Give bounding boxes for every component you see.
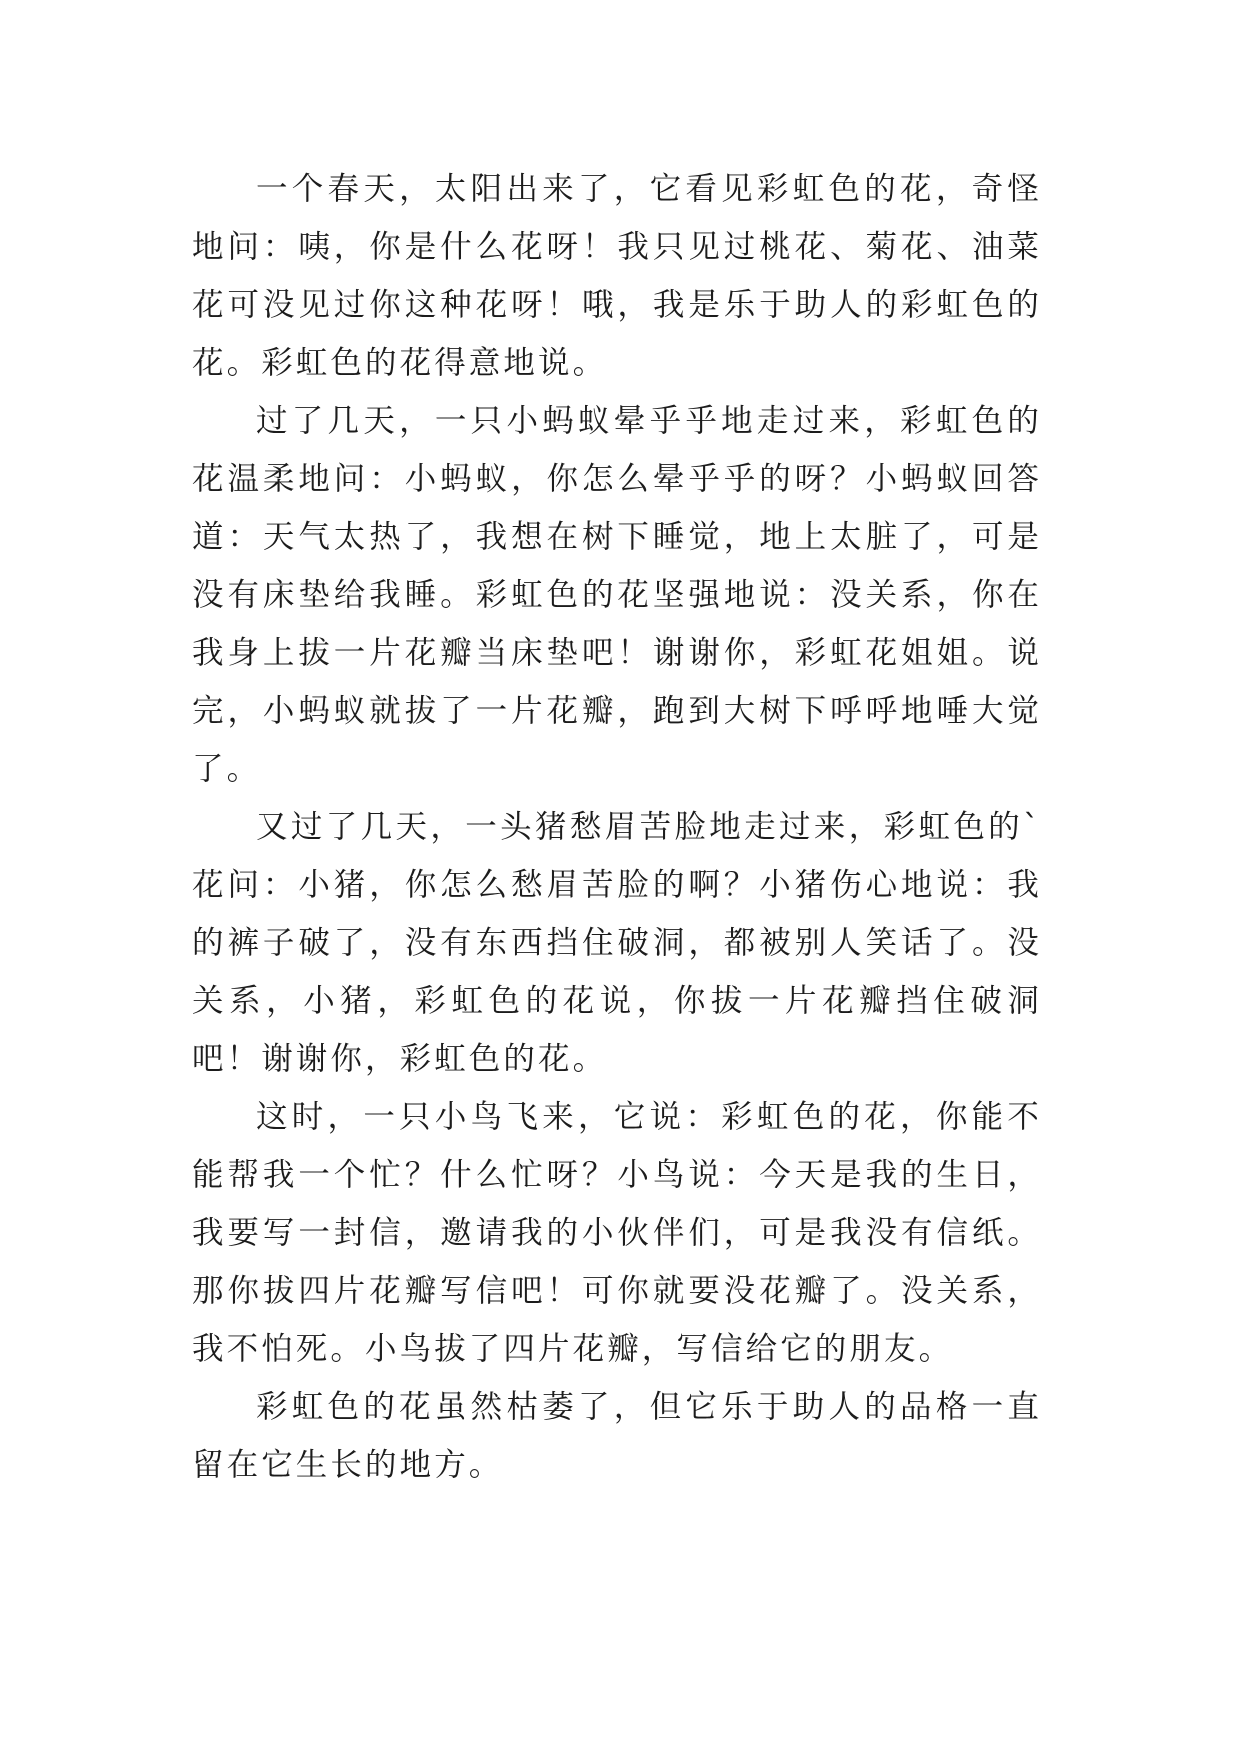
paragraph-1: 一个春天，太阳出来了，它看见彩虹色的花，奇怪地问：咦，你是什么花呀！我只见过桃花、菊花、油菜花可没见过你这种花呀！哦，我是乐于助人的彩虹色的花。彩虹色的花得意地说。 (192, 171, 1042, 381)
paragraph-5: 彩虹色的花虽然枯萎了，但它乐于助人的品格一直留在它生长的地方。 (192, 1389, 1042, 1483)
paragraph-3: 又过了几天，一头猪愁眉苦脸地走过来，彩虹色的`花问：小猪，你怎么愁眉苦脸的啊？小猪伤心地说：我的裤子破了，没有东西挡住破洞，都被别人笑话了。没关系，小猪，彩虹色的花说，你拔一片花瓣挡住破洞吧！谢谢你，彩虹色的花。 (192, 809, 1042, 1077)
paragraph-2: 过了几天，一只小蚂蚁晕乎乎地走过来，彩虹色的花温柔地问：小蚂蚁，你怎么晕乎乎的呀？小蚂蚁回答道：天气太热了，我想在树下睡觉，地上太脏了，可是没有床垫给我睡。彩虹色的花坚强地说：没关系，你在我身上拔一片花瓣当床垫吧！谢谢你，彩虹花姐姐。说完，小蚂蚁就拔了一片花瓣，跑到大树下呼呼地唾大觉了。 (192, 403, 1042, 787)
document-body (192, 160, 1042, 1494)
paragraph-4: 这时，一只小鸟飞来，它说：彩虹色的花，你能不能帮我一个忙？什么忙呀？小鸟说：今天是我的生日，我要写一封信，邀请我的小伙伴们，可是我没有信纸。那你拔四片花瓣写信吧！可你就要没花瓣了。没关系，我不怕死。小鸟拔了四片花瓣，写信给它的朋友。 (192, 1099, 1042, 1367)
